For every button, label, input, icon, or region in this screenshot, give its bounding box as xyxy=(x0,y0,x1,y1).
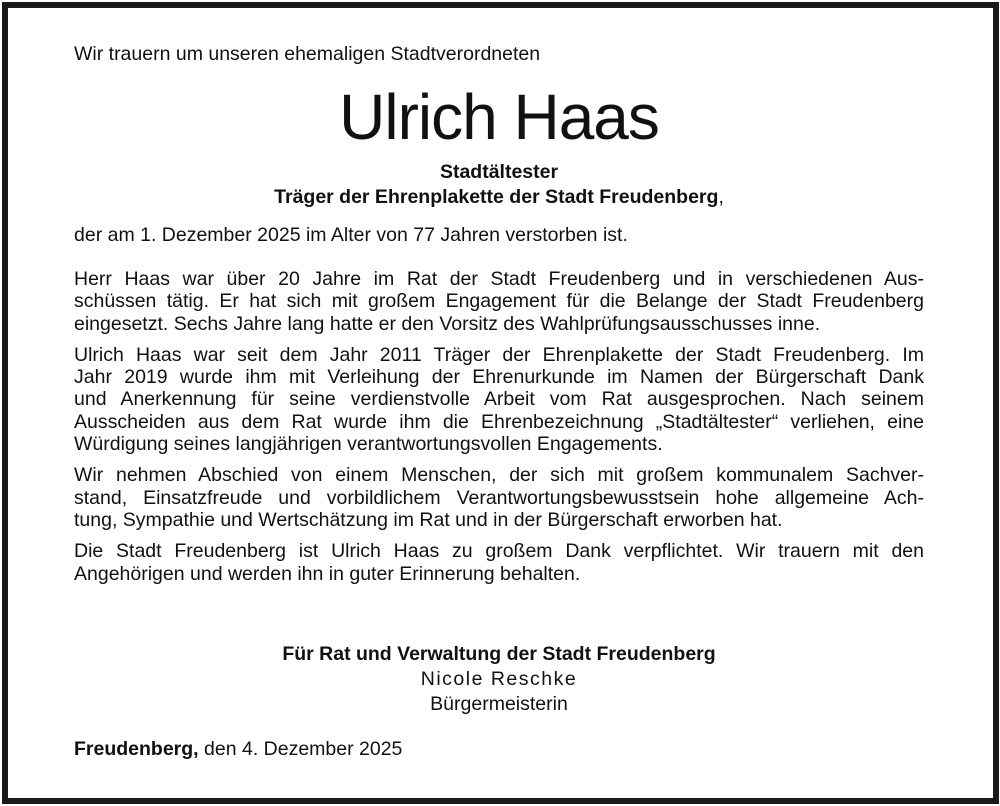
text-line: und Anerkennung für seine verdienstvolle Arbeit vom Rat ausgesprochen. Nach seinem xyxy=(74,388,924,411)
paragraph-1 xyxy=(74,268,924,335)
text-line: stand, Einsatzfreude und vorbildlichem Verantwortungsbewusstsein hohe allgemeine Ach- xyxy=(74,486,924,509)
notice-date: den 4. Dezember 2025 xyxy=(198,738,403,760)
signoff-person: Nicole Reschke xyxy=(420,668,578,690)
text-line: schüssen tätig. Er hat sich mit großem Engagement für die Belange der Stadt Freudenberg xyxy=(74,290,924,313)
text-line: eingesetzt. Sechs Jahre lang hatte er den Vorsitz des Wahlprüfungsausschusses inne. xyxy=(74,312,821,335)
title-stadtaeltester: Stadtältester xyxy=(439,161,559,183)
text-line: Ulrich Haas war seit dem Jahr 2011 Träger der Ehrenplakette der Stadt Freudenberg. Im xyxy=(74,343,924,366)
place-and-date xyxy=(74,738,402,761)
text-line: tung, Sympathie und Wertschätzung im Rat und in der Bürgerschaft erworben hat. xyxy=(74,508,783,531)
signoff-block xyxy=(74,642,924,717)
text-line: Jahr 2019 wurde ihm mit Verleihung der Ehrenurkunde im Namen der Bürgerschaft Dank xyxy=(74,366,924,389)
paragraph-2 xyxy=(74,344,924,455)
title-comma: , xyxy=(718,186,724,208)
text-line: Würdigung seines langjährigen verantwortungsvollen Engagements. xyxy=(74,433,663,456)
signoff-organization: Für Rat und Verwaltung der Stadt Freudenberg xyxy=(282,643,716,665)
text-line: Ausscheiden aus dem Rat wurde ihm die Ehrenbezeichnung „Stadtältester“ verliehen, eine xyxy=(74,410,924,433)
intro-line: Wir trauern um unseren ehemaligen Stadtverordneten xyxy=(74,43,541,65)
text-line: Die Stadt Freudenberg ist Ulrich Haas zu großem Dank verpflichtet. Wir trauern mit den xyxy=(74,540,924,563)
honorary-titles xyxy=(74,160,924,210)
title-ehrenplakette: Träger der Ehrenplakette der Stadt Freudenberg xyxy=(274,186,719,208)
paragraph-3 xyxy=(74,464,924,531)
text-line: Wir nehmen Abschied von einem Menschen, der sich mit großem kommunalem Sachver- xyxy=(74,464,924,487)
signoff-role: Bürgermeisterin xyxy=(430,693,568,715)
tribute-text xyxy=(74,268,924,594)
death-line: der am 1. Dezember 2025 im Alter von 77 Jahren verstorben ist. xyxy=(74,224,628,246)
paragraph-4 xyxy=(74,540,924,585)
text-line: Angehörigen und werden ihn in guter Erinnerung behalten. xyxy=(74,562,581,585)
text-line: Herr Haas war über 20 Jahre im Rat der Stadt Freudenberg und in verschiedenen Aus- xyxy=(74,268,924,290)
place-name: Freudenberg, xyxy=(74,738,199,760)
deceased-name: Ulrich Haas xyxy=(339,81,659,153)
